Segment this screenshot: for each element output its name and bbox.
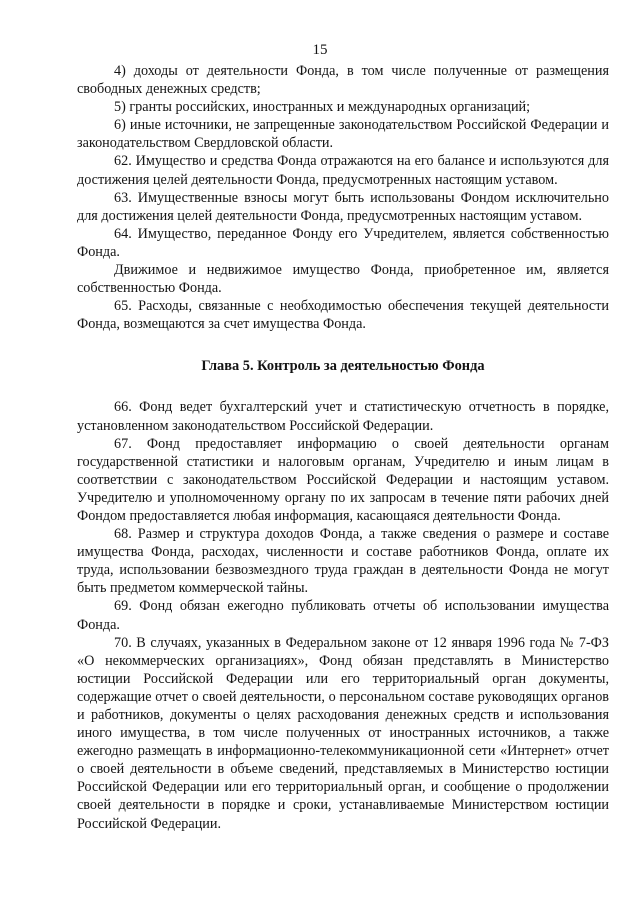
paragraph-70: 70. В случаях, указанных в Федеральном законе от 12 января 1996 года № 7-ФЗ «О некоммерческих организациях», Фонд обязан представлять в Министерство юстиции Российской Федерации или его территориальный орган документы, содержащие отчет о своей деятельности, о персональном составе руководящих органов и работников, документы о целях расходования денежных средств и использования иного имущества, в том числе полученных от иностранных источников, а также ежегодно размещать в информационно-телекоммуникационной сети «Интернет» отчет о своей деятельности в объеме сведений, представляемых в Министерство юстиции Российской Федерации или его территориальный орган, и сообщение о продолжении своей деятельности в порядке и сроки, устанавливаемые Министерством юстиции Российской Федерации.	[77, 634, 609, 832]
paragraph-63: 63. Имущественные взносы могут быть использованы Фондом исключительно для достижения целей деятельности Фонда, предусмотренных настоящим уставом.	[77, 189, 609, 224]
paragraph-income-item-5: 5) гранты российских, иностранных и международных организаций;	[114, 99, 531, 116]
page-content	[77, 62, 609, 833]
paragraph-67: 67. Фонд предоставляет информацию о своей деятельности органам государственной статистики и налоговым органам, Учредителю и иным лицам в соответствии с законодательством Российской Федерации и настоящим уставом. Учредителю и уполномоченному органу по их запросам в течение пяти рабочих дней Фондом предоставляется любая информация, касающаяся деятельности Фонда.	[77, 435, 609, 524]
paragraph-62: 62. Имущество и средства Фонда отражаются на его балансе и используются для достижения целей деятельности Фонда, предусмотренных настоящим уставом.	[77, 153, 609, 188]
paragraph-income-item-6: 6) иные источники, не запрещенные законодательством Российской Федерации и законодательством Свердловской области.	[77, 117, 609, 152]
paragraph-64-continuation: Движимое и недвижимое имущество Фонда, приобретенное им, является собственностью Фонда.	[77, 262, 609, 297]
paragraph-64: 64. Имущество, переданное Фонду его Учредителем, является собственностью Фонда.	[77, 225, 609, 260]
paragraph-65: 65. Расходы, связанные с необходимостью обеспечения текущей деятельности Фонда, возмещаются за счет имущества Фонда.	[77, 298, 609, 333]
page-number: 15	[312, 42, 328, 58]
paragraph-66: 66. Фонд ведет бухгалтерский учет и статистическую отчетность в порядке, установленном законодательством Российской Федерации.	[77, 399, 609, 434]
paragraph-income-item-4: 4) доходы от деятельности Фонда, в том числе полученные от размещения свободных денежных средств;	[77, 63, 609, 98]
chapter-title: Глава 5. Контроль за деятельностью Фонда	[201, 358, 485, 375]
paragraph-69: 69. Фонд обязан ежегодно публиковать отчеты об использовании имущества Фонда.	[77, 598, 609, 633]
paragraph-68: 68. Размер и структура доходов Фонда, а также сведения о размере и составе имущества Фонда, расходах, численности и составе работников Фонда, оплате их труда, использовании безвозмездного труда граждан в деятельности Фонда не могут быть предметом коммерческой тайны.	[77, 526, 609, 597]
